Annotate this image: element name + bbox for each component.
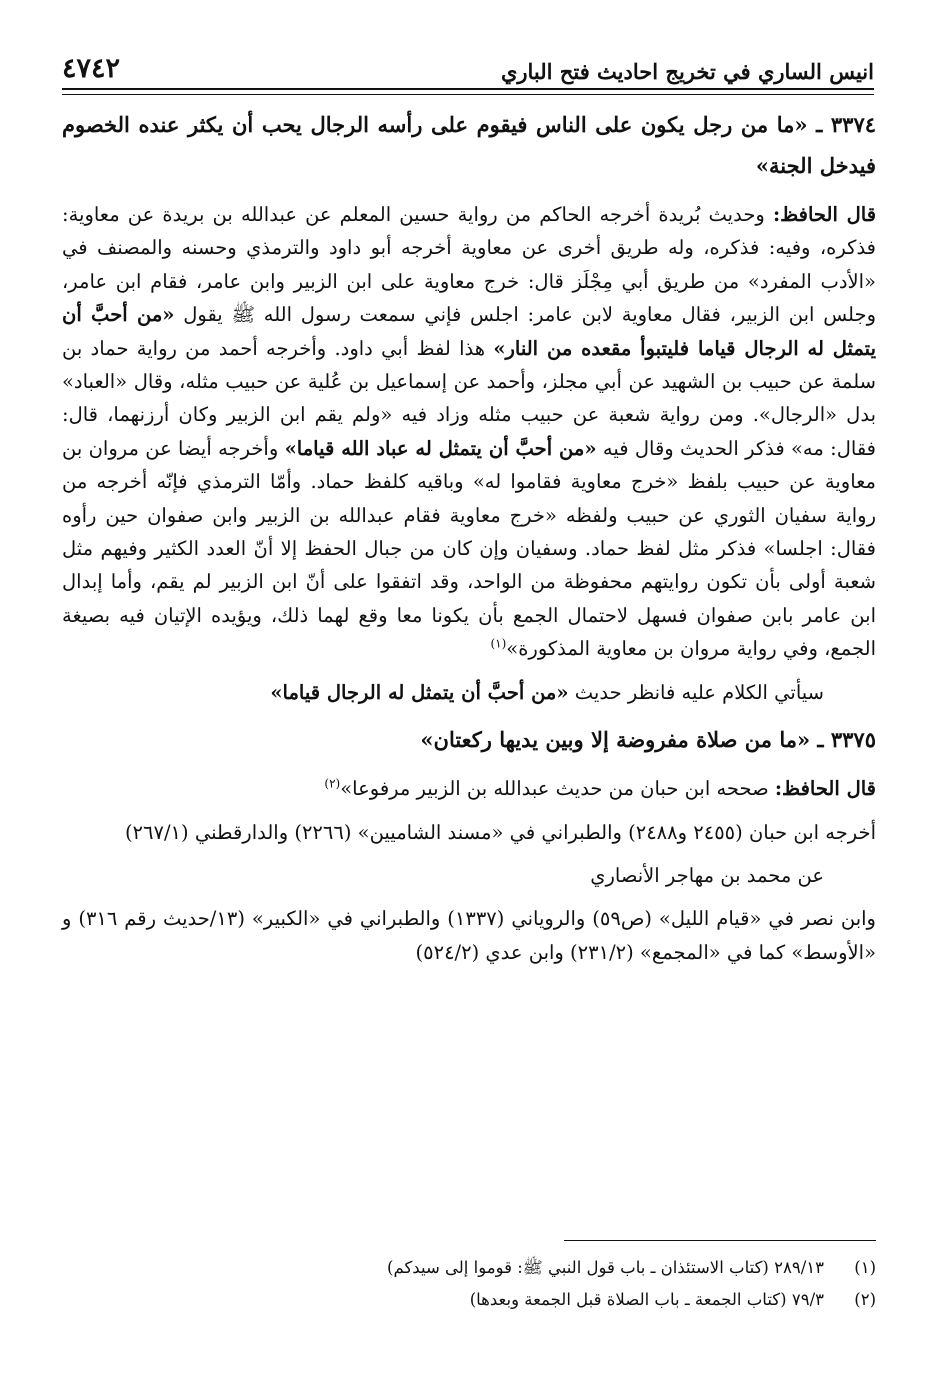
hadith-dash: ـ <box>816 112 823 137</box>
footnotes <box>62 1252 876 1316</box>
hadith-text: «ما من رجل يكون على الناس فيقوم على رأسه الرجال يحب أن يكثر عنده الخصوم فيدخل الجنة» <box>62 112 876 178</box>
commentary-part-a: وحديث بُريدة أخرجه الحاكم من رواية حسين المعلم عن عبدالله بن بريدة عن معاوية: فذكره، وفيه: فذكره، وله طريق أخرى عن معاوية أخرجه أبو داود والترمذي وحسنه والمصنف في «الأدب المفرد» من طريق أبي مِجْلَز قال: خرج معاوية على ابن الزبير وابن عامر، فقام ابن عامر، وجلس ابن الزبير، فقال معاوية لابن عامر: اجلس فإني سمعت رسول الله ﷺ يقول <box>62 203 876 327</box>
footnote-rule <box>564 1240 876 1241</box>
footnote-2 <box>62 1284 876 1316</box>
page-body <box>62 104 876 969</box>
commentary-text: صححه ابن حبان من حديث عبدالله بن الزبير مرفوعا» <box>340 777 769 801</box>
cross-reference <box>62 676 876 709</box>
hadith-text: «ما من صلاة مفروضة إلا وبين يديها ركعتان» <box>420 727 811 753</box>
quote-prophetic-1: «من أحبَّ أن يتمثل له الرجال قياما فليتبوأ مقعده من النار» <box>62 303 876 360</box>
takhrij-paragraph-3: وابن نصر في «قيام الليل» (ص٥٩) والروياني (١٣٣٧) والطبراني في «الكبير» (١٣/حديث رقم ٣١٦) و «الأوسط» كما في «المجمع» (٢٣١/٢) وابن عدي (٥٢٤/٢) <box>62 907 876 964</box>
hadith-heading-3375 <box>62 719 876 760</box>
page-header <box>62 38 874 84</box>
page-number: ٤٧٤٢ <box>62 53 121 84</box>
header-rule <box>62 88 874 95</box>
footnote-text: ٢٨٩/١٣ (كتاب الاستئذان ـ باب قول النبي ﷺ: قوموا إلى سيدكم) <box>387 1258 824 1277</box>
commentary-part-b: هذا لفظ أبي داود. وأخرجه أحمد من رواية حماد بن سلمة عن حبيب بن الشهيد عن أبي مجلز، وأحمد عن إسماعيل بن عُلية عن حبيب مثله، وقال «العباد» بدل «الرجال». ومن رواية شعبة عن حبيب مثله وزاد فيه «ولم يقم ابن الزبير وكان أرزنهما، قال: فقال: مه» فذكر الحديث وقال فيه <box>62 336 877 460</box>
hadith-number: ٣٣٧٥ <box>830 727 876 753</box>
takhrij-paragraph-1: أخرجه ابن حبان (٢٤٥٥ و٢٤٨٨) والطبراني في «مسند الشاميين» (٢٢٦٦) والدارقطني (٢٦٧/١) <box>124 820 876 844</box>
hadith-heading-3374 <box>62 104 876 186</box>
commentary-3374 <box>62 198 876 666</box>
footnote-number: (١) <box>854 1258 876 1277</box>
hadith-number: ٣٣٧٤ <box>830 112 877 137</box>
see-text: سيأتي الكلام عليه فانظر حديث <box>574 680 824 704</box>
footnote-text: ٧٩/٣ (كتاب الجمعة ـ باب الصلاة قبل الجمعة وبعدها) <box>469 1290 824 1309</box>
book-title: انيس الساري في تخريج احاديث فتح الباري <box>500 59 874 84</box>
scholar-label: قال الحافظ: <box>772 203 877 226</box>
commentary-part-c: وأخرجه أيضا عن مروان بن معاوية عن حبيب بلفظ «خرج معاوية فقاموا له» وباقيه كلفظ حماد. وأمّا الترمذي فإنّه أخرجه من رواية سفيان الثوري عن حبيب ولفظه «خرج معاوية فقام عبدالله بن الزبير وابن صفوان حين رأوه فقال: اجلسا» فذكر مثل لفظ حماد. وسفيان وإن كان من جبال الحفظ إلا أنّ العدد الكثير وفيهم مثل شعبة أولى بأن تكون روايتهم محفوظة من الواحد، وقد اتفقوا على أنّ ابن الزبير لم يقم، وأما إبدال ابن عامر بابن صفوان فسهل لاحتمال الجمع بأن يكونا معا وقع لهما ذلك، ويؤيده الإتيان فيه بصيغة الجمع، وفي رواية مروان بن معاوية المذكورة» <box>62 436 876 661</box>
hadith-dash: ـ <box>817 727 824 753</box>
commentary-3375 <box>62 772 876 805</box>
footnote-number: (٢) <box>854 1290 876 1309</box>
takhrij-paragraph-2: عن محمد بن مهاجر الأنصاري <box>590 863 824 887</box>
footnote-1 <box>62 1252 876 1284</box>
quote-prophetic-2: «من أحبَّ أن يتمثل له عباد الله قياما» <box>284 436 597 460</box>
footnote-ref-2: (٢) <box>324 776 341 791</box>
see-quote: «من أحبَّ أن يتمثل له الرجال قياما» <box>270 680 569 704</box>
scholar-label: قال الحافظ: <box>774 777 876 801</box>
footnote-ref-1: (١) <box>490 636 507 651</box>
